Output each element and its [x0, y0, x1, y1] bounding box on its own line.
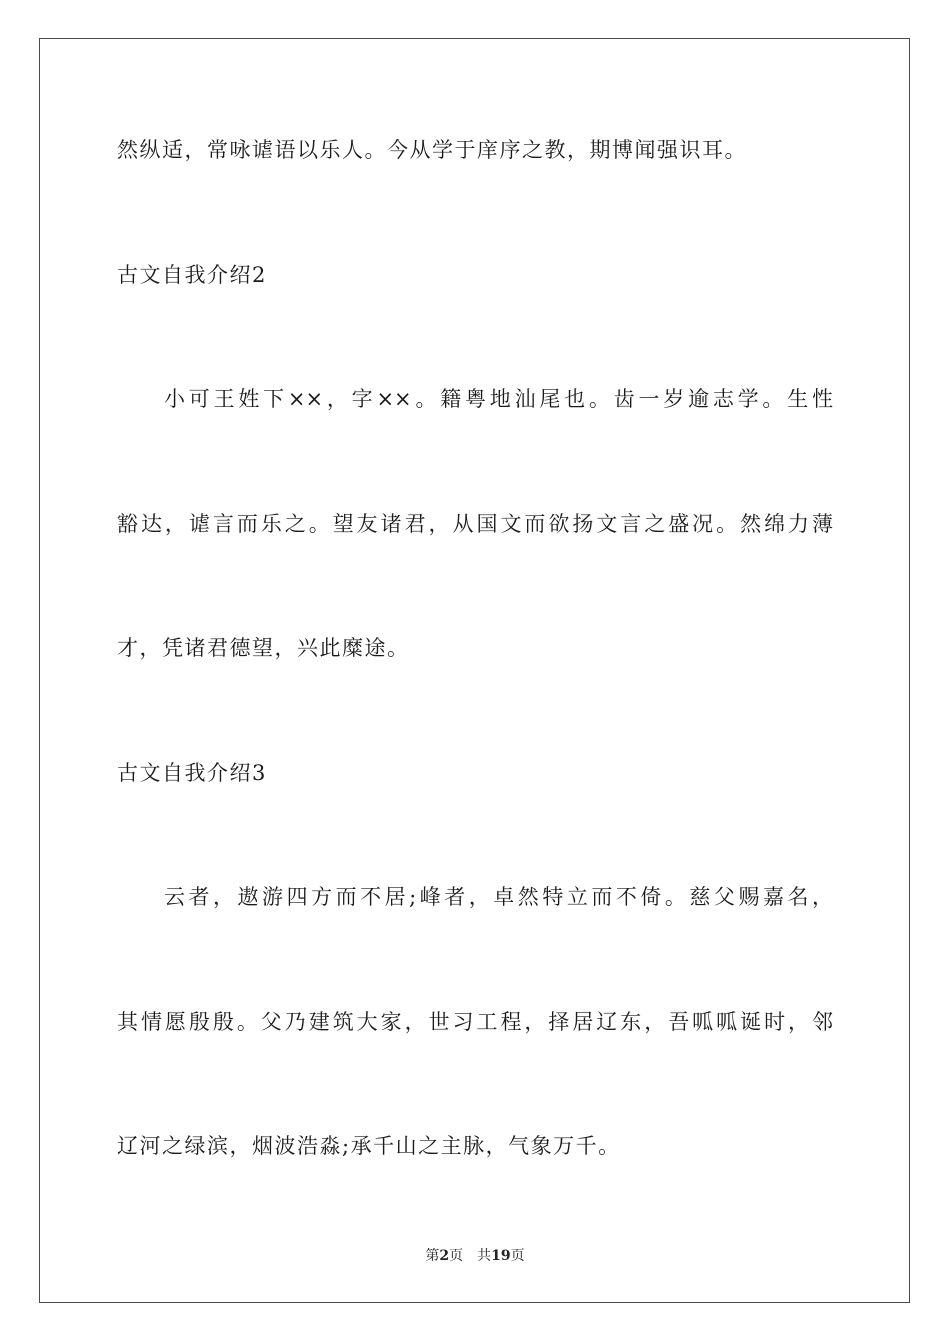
page-border	[39, 38, 910, 1303]
footer-page-unit: 页	[449, 1248, 464, 1264]
paragraph-line-1: 然纵适，常咏谑语以乐人。今从学于庠序之教，期博闻强识耳。	[117, 138, 747, 162]
section-heading-3: 古文自我介绍3	[117, 761, 267, 785]
section-heading-2: 古文自我介绍2	[117, 263, 267, 287]
footer-page-number: 2	[439, 1248, 450, 1264]
paragraph-line-3: 豁达，谑言而乐之。望友诸君，从国文而欲扬文言之盛况。然绵力薄	[117, 512, 833, 536]
footer-page-prefix: 第	[425, 1248, 440, 1264]
paragraph-line-7: 辽河之绿滨，烟波浩淼;承千山之主脉，气象万千。	[117, 1134, 621, 1158]
page-footer	[0, 1247, 950, 1265]
footer-total-unit: 页	[510, 1248, 525, 1264]
footer-total-prefix: 共	[477, 1248, 492, 1264]
paragraph-line-5: 云者，遨游四方而不居;峰者，卓然特立而不倚。慈父赐嘉名，	[164, 885, 833, 909]
footer-total-pages: 19	[491, 1248, 511, 1264]
paragraph-line-2: 小可王姓下××，字××。籍粤地汕尾也。齿一岁逾志学。生性	[164, 387, 833, 411]
paragraph-line-6: 其情愿殷殷。父乃建筑大家，世习工程，择居辽东，吾呱呱诞时，邻	[117, 1010, 833, 1034]
paragraph-line-4: 才，凭诸君德望，兴此糜途。	[117, 636, 410, 660]
